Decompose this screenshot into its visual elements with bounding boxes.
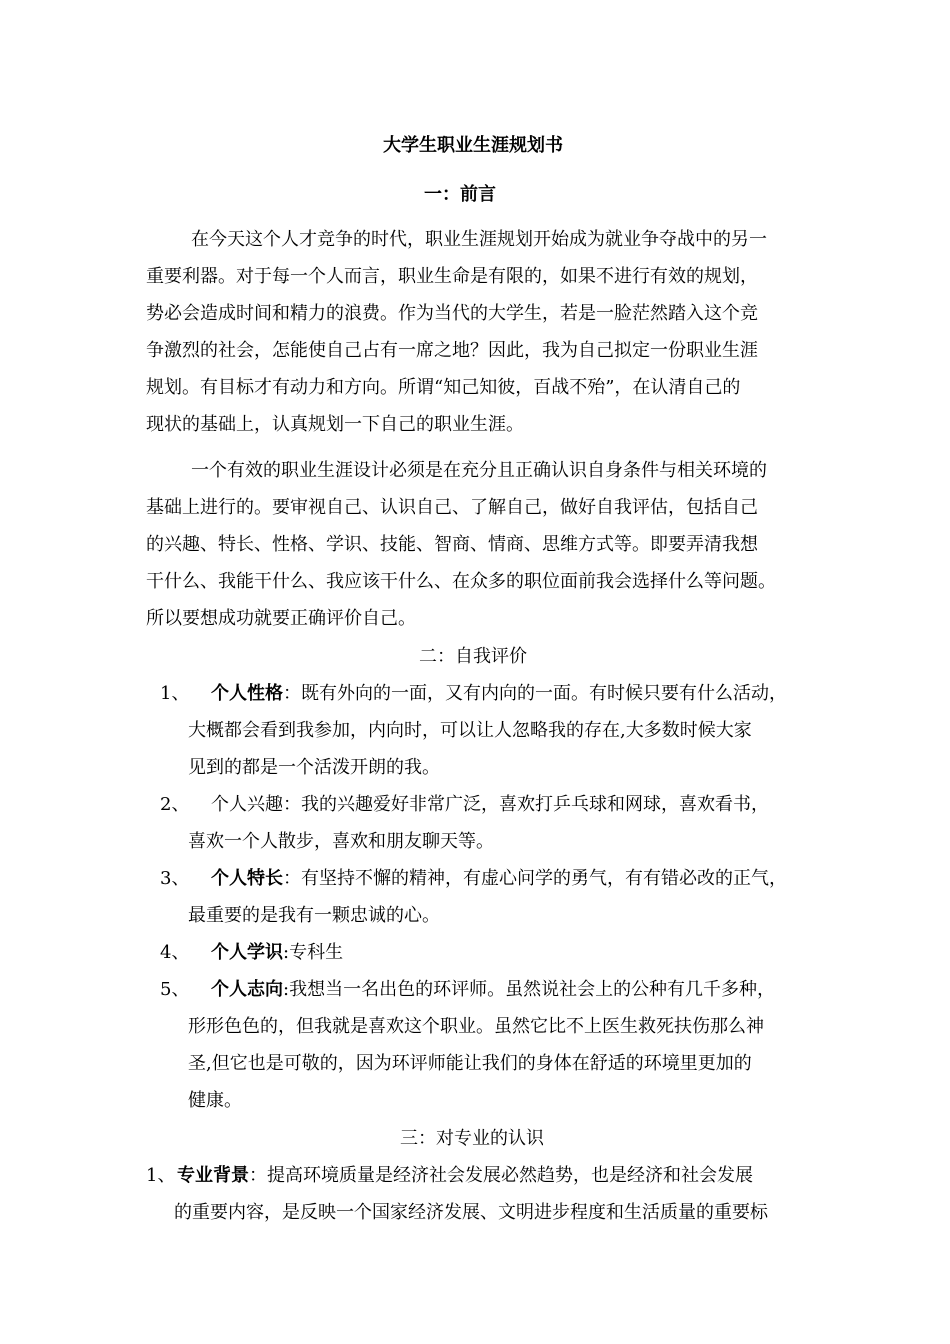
list-item bbox=[211, 941, 343, 965]
section-heading-self-eval: 二：自我评价 bbox=[419, 646, 527, 667]
paragraph-line: 势必会造成时间和精力的浪费。作为当代的大学生，若是一脸茫然踏入这个竞 bbox=[146, 303, 758, 324]
paragraph-line: 规划。有目标才有动力和方向。所谓“知己知彼，百战不殆”，在认清自己的 bbox=[146, 377, 741, 398]
list-item-number: 4、 bbox=[160, 942, 190, 963]
list-item-continuation: 最重要的是我有一颗忠诚的心。 bbox=[188, 905, 440, 926]
list-item-number: 2、 bbox=[160, 794, 190, 815]
list-item-continuation: 的重要内容，是反映一个国家经济发展、文明进步程度和生活质量的重要标 bbox=[174, 1202, 768, 1223]
paragraph-line: 干什么、我能干什么、我应该干什么、在众多的职位面前我会选择什么等问题。 bbox=[146, 571, 776, 592]
paragraph-line: 的兴趣、特长、性格、学识、技能、智商、情商、思维方式等。即要弄清我想 bbox=[146, 534, 758, 555]
paragraph-line: 现状的基础上，认真规划一下自己的职业生涯。 bbox=[146, 414, 524, 435]
list-item-term: 个人志向 bbox=[211, 979, 283, 1000]
list-item-text: ：既有外向的一面，又有内向的一面。有时候只要有什么活动， bbox=[283, 683, 787, 704]
list-item-text: ：有坚持不懈的精神，有虚心问学的勇气，有有错必改的正气， bbox=[283, 868, 787, 889]
list-item-text: :我想当一名出色的环评师。虽然说社会上的公种有几千多种， bbox=[283, 979, 776, 1000]
paragraph-line: 一个有效的职业生涯设计必须是在充分且正确认识自身条件与相关环境的 bbox=[191, 460, 767, 481]
list-item-term: 个人学识 bbox=[211, 942, 283, 963]
list-item-number: 1、 bbox=[160, 683, 190, 704]
list-item-continuation: 形形色色的，但我就是喜欢这个职业。虽然它比不上医生救死扶伤那么神 bbox=[188, 1016, 764, 1037]
list-item-number: 1、 bbox=[146, 1165, 176, 1186]
list-item-continuation: 圣,但它也是可敬的，因为环评师能让我们的身体在舒适的环境里更加的 bbox=[188, 1053, 752, 1074]
list-item-continuation: 见到的都是一个活泼开朗的我。 bbox=[188, 757, 440, 778]
list-item-continuation: 喜欢一个人散步，喜欢和朋友聊天等。 bbox=[188, 831, 494, 852]
list-item-term: 个人特长 bbox=[211, 868, 283, 889]
list-item bbox=[211, 682, 787, 706]
paragraph-line: 所以要想成功就要正确评价自己。 bbox=[146, 608, 416, 629]
section-heading-preface: 一：前言 bbox=[424, 184, 496, 205]
document-title: 大学生职业生涯规划书 bbox=[383, 135, 563, 156]
list-item-text: :专科生 bbox=[283, 942, 344, 963]
list-item-term: 个人性格 bbox=[211, 683, 283, 704]
section-heading-major: 三：对专业的认识 bbox=[400, 1128, 544, 1149]
list-item-continuation: 大概都会看到我参加，内向时，可以让人忽略我的存在,大多数时候大家 bbox=[188, 720, 752, 741]
paragraph-line: 基础上进行的。要审视自己、认识自己、了解自己，做好自我评估，包括自己 bbox=[146, 497, 758, 518]
list-item-term: 专业背景 bbox=[177, 1165, 249, 1186]
paragraph-line: 在今天这个人才竞争的时代，职业生涯规划开始成为就业争夺战中的另一 bbox=[191, 229, 767, 250]
list-item-text: ：提高环境质量是经济社会发展必然趋势，也是经济和社会发展 bbox=[249, 1165, 753, 1186]
list-item bbox=[177, 1164, 753, 1188]
paragraph-line: 重要利器。对于每一个人而言，职业生命是有限的，如果不进行有效的规划， bbox=[146, 266, 758, 287]
list-item bbox=[211, 793, 769, 817]
list-item-number: 5、 bbox=[160, 979, 190, 1000]
list-item bbox=[211, 978, 775, 1002]
list-item bbox=[211, 867, 787, 891]
list-item-number: 3、 bbox=[160, 868, 190, 889]
list-item-continuation: 健康。 bbox=[188, 1090, 242, 1111]
list-item-text: 个人兴趣：我的兴趣爱好非常广泛，喜欢打乒乓球和网球，喜欢看书， bbox=[211, 794, 769, 815]
paragraph-line: 争激烈的社会，怎能使自己占有一席之地？因此，我为自己拟定一份职业生涯 bbox=[146, 340, 758, 361]
